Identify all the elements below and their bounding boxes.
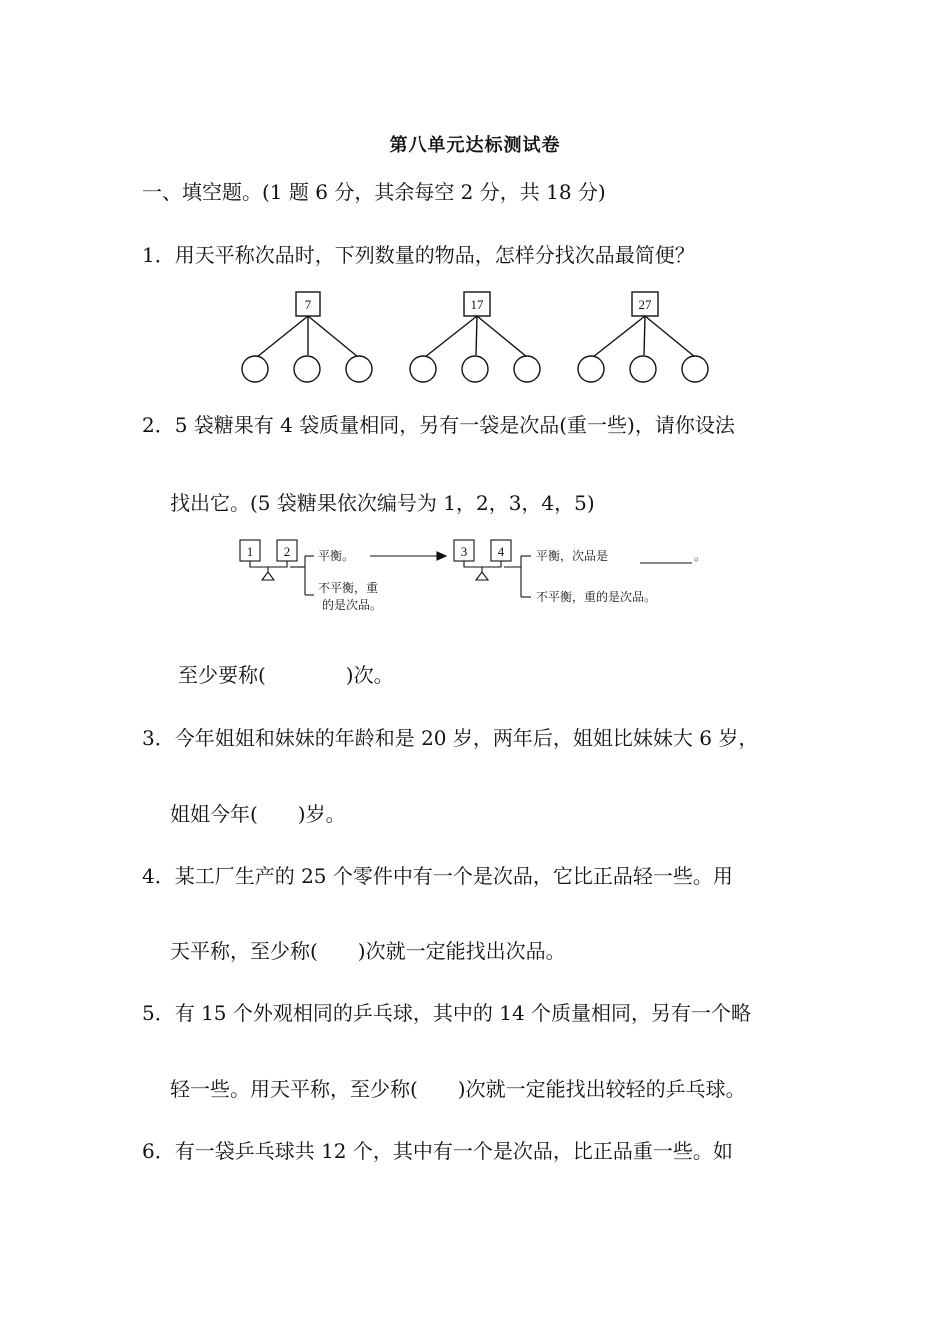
tree-1-root-label: 7	[304, 297, 312, 312]
question-3-line-1: 3．今年姐姐和妹妹的年龄和是 20 岁，两年后，姐姐比妹妹大 6 岁，	[142, 726, 759, 750]
question-5-line-2: 轻一些。用天平称，至少称( )次就一定能找出较轻的乒乓球。	[170, 1077, 746, 1101]
branch-unbalanced-1-line-1: 不平衡，重	[318, 581, 379, 595]
question-4-line-1: 4．某工厂生产的 25 个零件中有一个是次品，它比正品轻一些。用	[142, 864, 733, 888]
question-2-line-1: 2．5 袋糖果有 4 袋质量相同，另有一袋是次品(重一些)，请你设法	[142, 413, 735, 437]
branch-balanced-2: 平衡，次品是	[536, 549, 609, 563]
branch-unbalanced-1-line-2: 的是次品。	[322, 598, 383, 612]
page-title: 第八单元达标测试卷	[389, 135, 561, 156]
branch-balanced-1: 平衡。	[318, 549, 355, 563]
balance-pivot-icon	[476, 572, 488, 580]
question-3-line-2: 姐姐今年( )岁。	[170, 802, 346, 826]
question-5-line-1: 5．有 15 个外观相同的乒乓球，其中的 14 个质量相同，另有一个略	[142, 1001, 752, 1025]
box-4-label: 4	[497, 544, 505, 559]
section-heading: 一、填空题。(1 题 6 分，其余每空 2 分，共 18 分)	[142, 180, 606, 204]
branch-unbalanced-2: 不平衡，重的是次品。	[536, 590, 657, 604]
branch-balanced-2-end: 。	[694, 549, 707, 563]
question-1-text: 1．用天平称次品时，下列数量的物品，怎样分找次品最简便？	[142, 243, 695, 267]
question-2-line-2: 找出它。(5 袋糖果依次编号为 1，2，3，4，5)	[170, 491, 595, 515]
box-2-label: 2	[283, 544, 291, 559]
box-1-label: 1	[246, 544, 254, 559]
balance-pivot-icon	[262, 572, 274, 580]
tree-2-root-label: 17	[470, 297, 484, 312]
tree-3-root-label: 27	[638, 297, 652, 312]
question-4-line-2: 天平称，至少称( )次就一定能找出次品。	[170, 939, 566, 963]
question-6-line-1: 6．有一袋乒乓球共 12 个，其中有一个是次品，比正品重一些。如	[142, 1139, 733, 1163]
box-3-label: 3	[460, 544, 468, 559]
question-2-answer-line: 至少要称( )次。	[178, 663, 394, 687]
